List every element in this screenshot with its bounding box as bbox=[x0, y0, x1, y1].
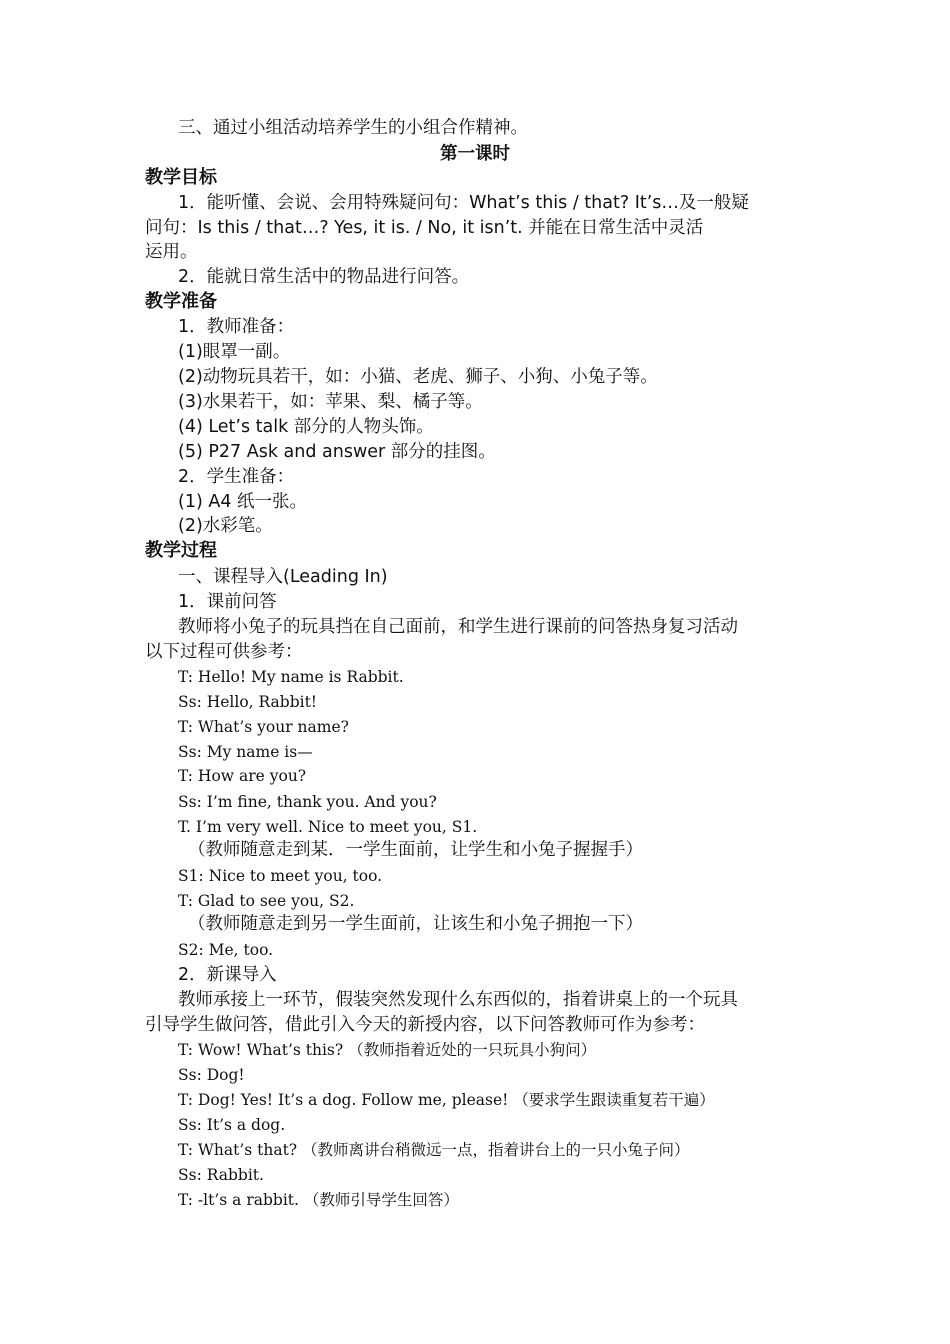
teacher-prep-item-1: (1)眼罩一副。 bbox=[178, 342, 291, 362]
lesson-title: 第一课时 bbox=[440, 144, 510, 164]
teacher-prep-item-3: (3)水果若干，如：苹果、梨、橘子等。 bbox=[178, 392, 483, 412]
teacher-prep-heading: 1．教师准备： bbox=[178, 317, 295, 337]
objective-1-line-3: 运用。 bbox=[145, 242, 198, 262]
section-heading-objectives: 教学目标 bbox=[145, 167, 217, 188]
objective-1-line-1: 1．能听懂、会说、会用特殊疑问句：What’s this / that? It’s…及一般疑 bbox=[178, 193, 749, 213]
teacher-prep-item-2: (2)动物玩具若干，如：小猫、老虎、狮子、小狗、小兔子等。 bbox=[178, 367, 658, 387]
dialogue-line: T: Hello! My name is Rabbit. bbox=[178, 668, 404, 686]
dialogue-line: Ss: Rabbit. bbox=[178, 1166, 264, 1184]
dialogue-line: T. I’m very well. Nice to meet you, S1. bbox=[178, 818, 478, 836]
dialogue-line: T: Dog! Yes! It’s a dog. Follow me, please! （要求学生跟读重复若干遍） bbox=[178, 1091, 715, 1109]
dialogue-line: T: How are you? bbox=[178, 767, 307, 785]
student-prep-heading: 2．学生准备： bbox=[178, 467, 295, 487]
step-1-2-text-line-2: 引导学生做问答，借此引入今天的新授内容，以下问答教师可作为参考： bbox=[145, 1015, 705, 1035]
step-1-1-heading: 1．课前问答 bbox=[178, 592, 277, 612]
dialogue-line: Ss: My name is— bbox=[178, 743, 313, 761]
stage-direction: （教师随意走到某．一学生面前，让学生和小兔子握握手） bbox=[188, 840, 643, 860]
dialogue-line: S1: Nice to meet you, too. bbox=[178, 867, 383, 885]
dialogue-line: T: Wow! What’s this? （教师指着近处的一只玩具小狗问） bbox=[178, 1041, 597, 1059]
dialogue-line: S2: Me, too. bbox=[178, 941, 274, 959]
step-1-heading: 一、课程导入(Leading In) bbox=[178, 567, 388, 587]
objective-1-line-2: 问句：Is this / that…? Yes, it is. / No, it isn’t. 并能在日常生活中灵活 bbox=[145, 218, 704, 238]
dialogue-line: Ss: I’m fine, thank you. And you? bbox=[178, 793, 437, 811]
dialogue-line: Ss: It’s a dog. bbox=[178, 1116, 286, 1134]
step-1-1-text-line-1: 教师将小兔子的玩具挡在自己面前，和学生进行课前的问答热身复习活动 bbox=[178, 617, 738, 637]
objective-2: 2．能就日常生活中的物品进行问答。 bbox=[178, 267, 470, 287]
teacher-prep-item-4: (4) Let’s talk 部分的人物头饰。 bbox=[178, 417, 434, 437]
teacher-prep-item-5: (5) P27 Ask and answer 部分的挂图。 bbox=[178, 442, 496, 462]
dialogue-line: T: -lt’s a rabbit. （教师引导学生回答） bbox=[178, 1191, 459, 1209]
dialogue-line: Ss: Hello, Rabbit! bbox=[178, 693, 318, 711]
goal-item-3: 三、通过小组活动培养学生的小组合作精神。 bbox=[178, 118, 528, 138]
dialogue-line: T: Glad to see you, S2. bbox=[178, 892, 355, 910]
step-1-2-heading: 2．新课导入 bbox=[178, 965, 277, 985]
section-heading-preparation: 教学准备 bbox=[145, 291, 217, 312]
section-heading-process: 教学过程 bbox=[145, 540, 217, 561]
stage-direction: （教师随意走到另一学生面前，让该生和小兔子拥抱一下） bbox=[188, 914, 643, 934]
dialogue-line: Ss: Dog! bbox=[178, 1066, 245, 1084]
step-1-1-text-line-2: 以下过程可供参考： bbox=[145, 642, 303, 662]
step-1-2-text-line-1: 教师承接上一环节，假装突然发现什么东西似的，指着讲桌上的一个玩具 bbox=[178, 990, 738, 1010]
dialogue-line: T: What’s that? （教师离讲台稍微远一点，指着讲台上的一只小兔子问） bbox=[178, 1141, 690, 1159]
student-prep-item-1: (1) A4 纸一张。 bbox=[178, 492, 308, 512]
dialogue-line: T: What’s your name? bbox=[178, 718, 349, 736]
student-prep-item-2: (2)水彩笔。 bbox=[178, 516, 273, 536]
